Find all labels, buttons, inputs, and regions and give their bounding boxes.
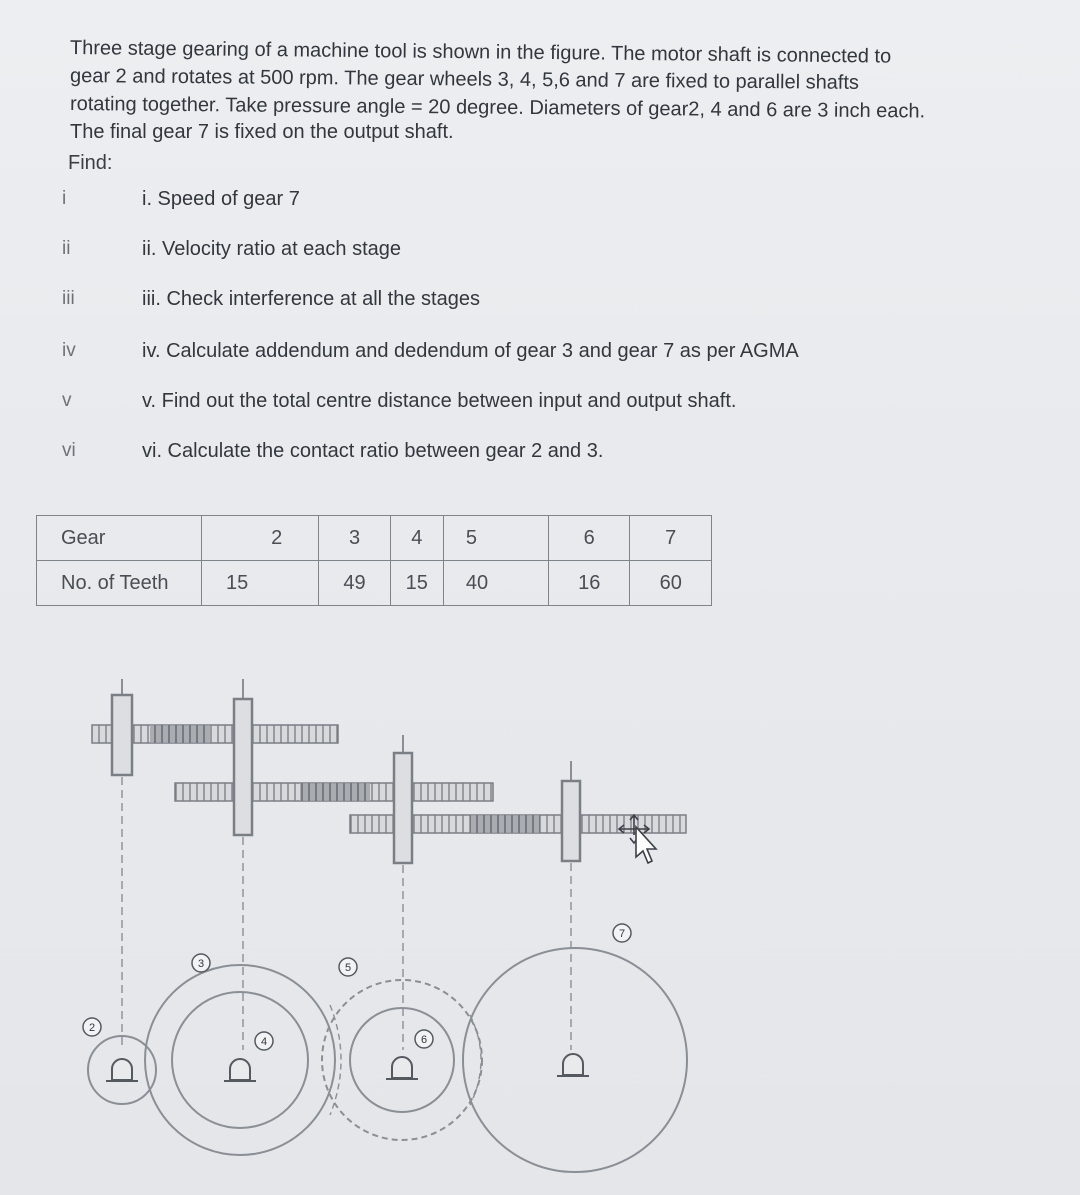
question-number: ii — [62, 238, 71, 259]
table-cell: 3 — [319, 516, 390, 561]
table-header-teeth: No. of Teeth — [37, 561, 202, 606]
question-number: iii — [62, 288, 75, 309]
question-number: v — [62, 390, 72, 411]
svg-text:2: 2 — [88, 1022, 96, 1034]
problem-line: gear 2 and rotates at 500 rpm. The gear wheels 3, 4, 5,6 and 7 are fixed to parallel shafts — [69, 65, 860, 94]
svg-text:3: 3 — [197, 958, 205, 970]
problem-line: The final gear 7 is fixed on the output shaft. — [70, 121, 454, 143]
svg-text:6: 6 — [420, 1034, 428, 1046]
question-number: vi — [62, 440, 76, 461]
label-gear-4 — [255, 1032, 273, 1050]
label-gear-5 — [339, 958, 357, 976]
table-cell: 5 — [443, 516, 548, 561]
question-text: vi. Calculate the contact ratio between gear 2 and 3. — [142, 440, 604, 462]
label-gear-2 — [83, 1018, 101, 1036]
table-cell: 40 — [443, 561, 548, 606]
problem-line: rotating together. Take pressure angle = 20 degree. Diameters of gear2, 4 and 6 are 3 inch each. — [69, 93, 926, 123]
gear-circles — [88, 948, 687, 1172]
table-cell: 60 — [630, 561, 712, 606]
shaft-2-topview — [234, 679, 252, 835]
svg-text:4: 4 — [260, 1036, 268, 1048]
table-cell: 15 — [390, 561, 443, 606]
question-number: i — [62, 188, 67, 209]
table-cell: 6 — [548, 516, 629, 561]
svg-text:5: 5 — [344, 962, 352, 974]
table-cell: 16 — [548, 561, 629, 606]
label-gear-3 — [192, 954, 210, 972]
table-row — [37, 516, 712, 561]
table-row — [37, 561, 712, 606]
problem-statement — [70, 34, 1030, 146]
question-text: v. Find out the total centre distance between input and output shaft. — [142, 390, 737, 412]
table-cell: 15 — [201, 561, 318, 606]
gear-train-diagram — [0, 665, 1080, 1195]
find-label: Find: — [68, 152, 113, 174]
label-gear-6 — [415, 1030, 433, 1048]
shaft-4-topview — [562, 761, 580, 861]
svg-text:7: 7 — [618, 928, 626, 940]
table-cell: 7 — [630, 516, 712, 561]
gear-band-4-5 — [175, 783, 493, 801]
table-header-gear: Gear — [37, 516, 202, 561]
shaft-1-topview — [112, 679, 132, 775]
bearings — [106, 1054, 589, 1081]
question-number: iv — [62, 340, 76, 361]
question-text: i. Speed of gear 7 — [142, 188, 300, 210]
problem-line: Three stage gearing of a machine tool is shown in the figure. The motor shaft is connected to — [69, 37, 892, 68]
question-text: ii. Velocity ratio at each stage — [142, 238, 402, 260]
table-cell: 49 — [319, 561, 390, 606]
gear-teeth-table — [36, 515, 712, 606]
question-text: iii. Check interference at all the stages — [142, 288, 480, 310]
question-text: iv. Calculate addendum and dedendum of gear 3 and gear 7 as per AGMA — [142, 340, 799, 362]
gear-train-svg — [0, 665, 1080, 1195]
shaft-3-topview — [394, 735, 412, 863]
table-cell: 2 — [201, 516, 318, 561]
gear-number-labels — [83, 924, 631, 1050]
label-gear-7 — [613, 924, 631, 942]
table-cell: 4 — [390, 516, 443, 561]
